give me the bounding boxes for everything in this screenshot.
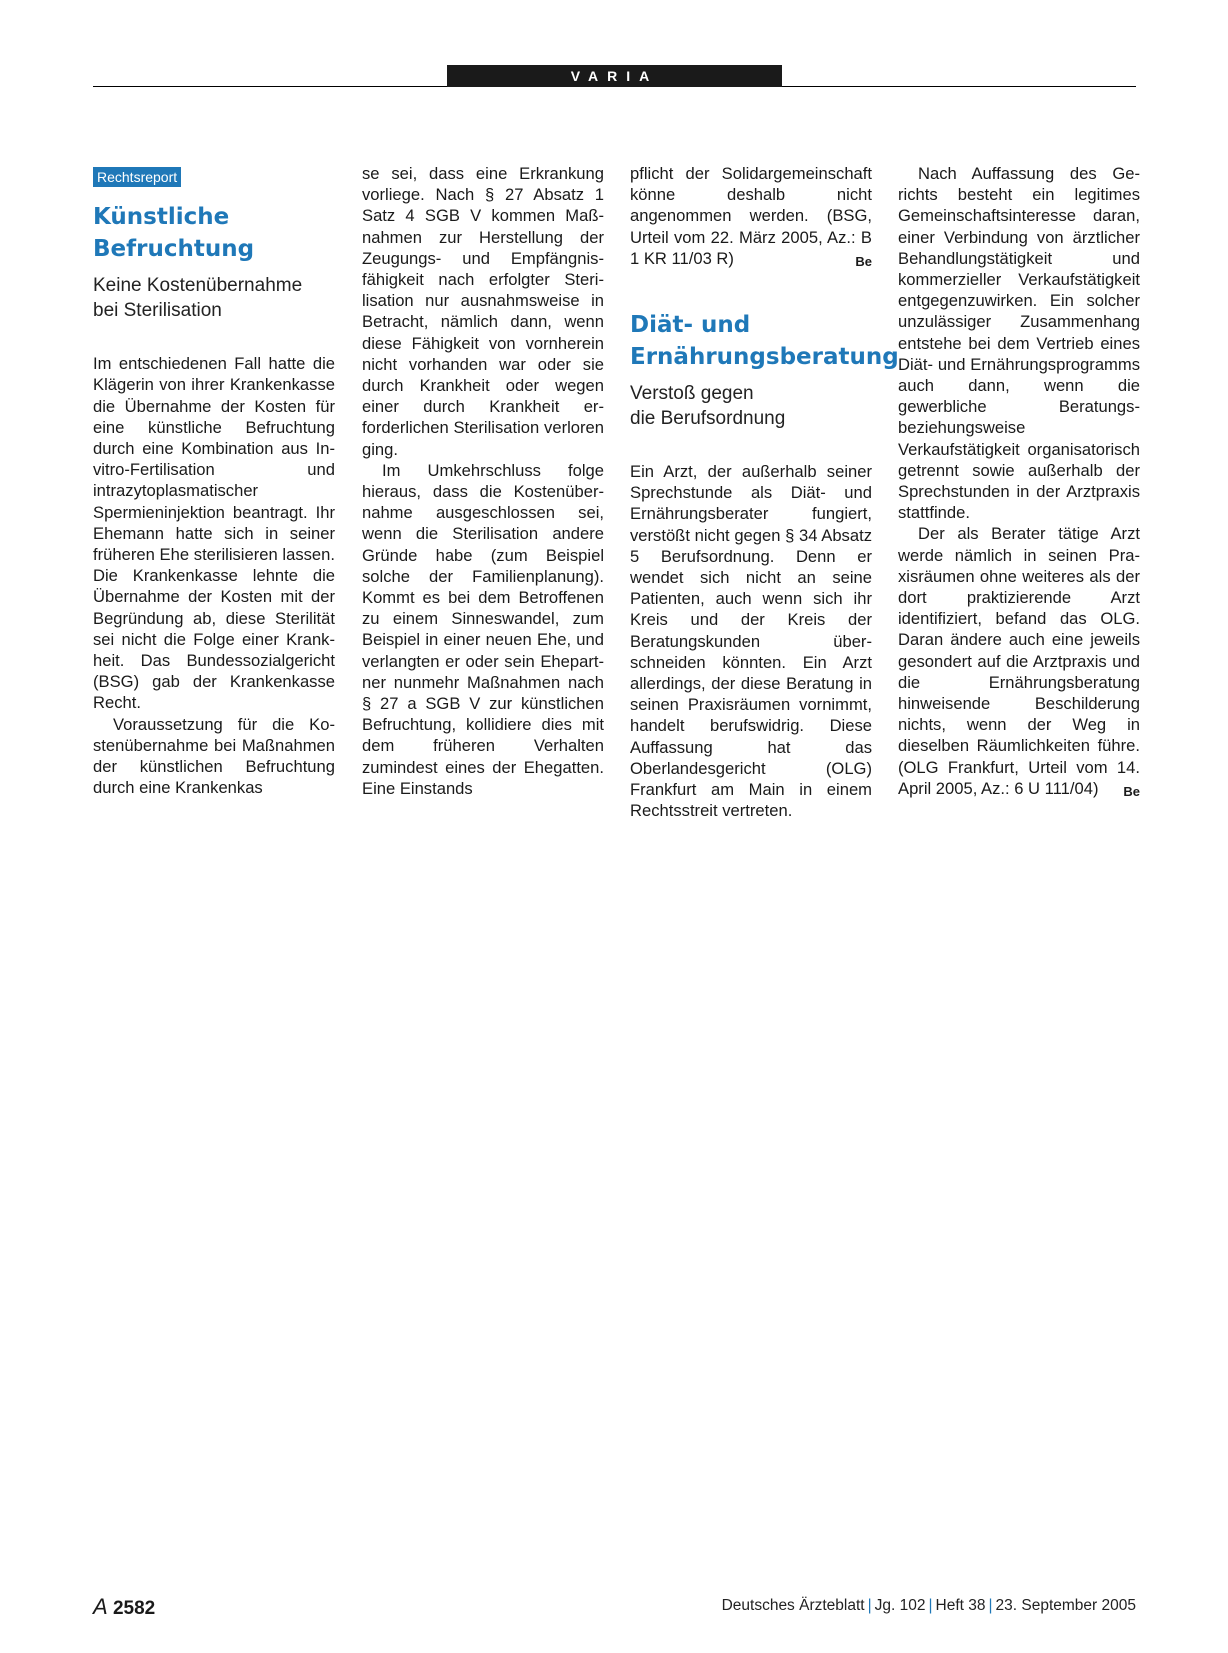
separator: | (867, 1597, 872, 1614)
article2-paragraph-1: Ein Arzt, der außerhalb seiner Sprechstunde als Diät- und Ernährungsberater fungiert, verstößt nicht gegen § 34 Absatz 5 Berufsordnung. Denn er wendet sich nicht an seine Patienten, auch wenn sich ihr Kreis und der Kreis der Beratungskunden überschneiden könnten. Ein Arzt allerdings, der diese Beratung in seinen Praxisräumen vornimmt, handelt berufswidrig. Diese Auffassung hat das Oberlandesgericht (OLG) Frankfurt am Main in einem Rechtsstreit vertreten. (630, 462, 872, 821)
article1-paragraph-2-part-a: Voraussetzung für die Kostenübernahme bei Maßnahmen der künstlichen Befruchtung durch eine Krankenkas (93, 714, 335, 798)
article2-subtitle: Verstoß gegen die Berufsordnung (630, 383, 786, 430)
journal-date: 23. September 2005 (995, 1597, 1136, 1614)
column-4 (898, 163, 1140, 802)
separator: | (988, 1597, 993, 1614)
article1-title: Künstliche Befruchtung (93, 204, 255, 263)
rubric-tag: Rechtsreport (93, 167, 181, 187)
section-header: VARIA (447, 65, 782, 87)
page-number-value: 2582 (112, 1598, 156, 1619)
article2-paragraph-2: Nach Auffassung des Gerichts besteht ein legitimes Gemeinschaftsinteresse daran, einer Verbindung von ärztlicher Behandlungstätigkeit und kommerzieller Verkaufstätigkeit entgegenzuwirken. Ein solcher unzulässiger Zusammenhang entstehe bei dem Vertrieb eines Diät- und Ernährungsprogramms auch dann, wenn die gewerbliche Beratungs- beziehungsweise Verkaufstätigkeit organisatorisch getrennt sowie außerhalb der Sprechstunden in der Arztpraxis stattfinde. (898, 164, 1140, 523)
article2-signature: Be (1123, 783, 1140, 799)
article1-signature: Be (855, 253, 872, 269)
article1-paragraph-3-part-a: Im Umkehrschluss folge hieraus, dass die Kostenübernahme ausgeschlossen sei, wenn die Sterilisation andere Gründe habe (zum Beispiel solche der Familienplanung). Kommt es bei dem Betroffenen zu einem Sinneswandel, zum Beispiel in einer neuen Ehe, und verlangten er oder sein Ehepartner nunmehr Maßnahmen nach § 27 a SGB V zur künstlichen Befruchtung, kollidiere dies mit dem früheren Verhalten zumindest eines der Ehegatten. Eine Einstands (362, 460, 604, 798)
journal-issue: Heft 38 (935, 1597, 986, 1614)
article1-paragraph-2-part-b: se sei, dass eine Erkrankung vorliege. Nach § 27 Absatz 1 Satz 4 SGB V kommen Maßnahmen zur Herstellung der Zeugungs- und Empfängnisfähigkeit nach erfolgter Sterilisation nur ausnahmsweise in Betracht, nämlich dann, wenn diese Fähigkeit von vornherein nicht vorhanden war oder sie durch Krankheit oder wegen einer durch Krankheit erforderlichen Sterilisation verloren ging. (362, 164, 604, 459)
journal-info (722, 1597, 1136, 1615)
page-number (93, 1594, 155, 1620)
article2-paragraph-3 (898, 523, 1140, 799)
article1-subtitle: Keine Kostenübernahme bei Sterilisation (93, 275, 303, 322)
article2-paragraph-3-text: Der als Berater tätige Arzt werde nämlich in seinen Praxisräumen ohne weiteres als der dort praktizierende Arzt identifiziert, befand das OLG. Daran ändere auch eine jeweils gesondert auf die Arztpraxis und die Ernährungsberatung hinweisende Beschilderung nichts, wenn der Weg in dieselben Räumlichkeiten führe. (OLG Frankfurt, Urteil vom 14. April 2005, Az.: 6 U 111/04) (898, 524, 1140, 798)
column-3 (630, 163, 899, 821)
article2-title: Diät- und Ernährungsberatung (630, 312, 899, 371)
article1-paragraph-1-part-a: Im entschiedenen Fall hatte die Klägerin von ihrer Krankenkasse die Übernahme der Kosten für eine künstliche Befruchtung durch eine Kombination aus In-vitro-Fertilisation und intrazytoplasmatischer Spermieninjektion beantragt. Ihr Ehemann hatte sich in seiner früheren Ehe sterilisieren lassen. Die Krankenkasse lehnte die Übernahme der Kosten mit der Begründung ab, diese Sterilität sei nicht die Folge einer Krankheit. Das Bundessozialgericht (BSG) gab der Krankenkasse Recht. (93, 354, 335, 713)
journal-volume: Jg. 102 (874, 1597, 926, 1614)
separator: | (928, 1597, 933, 1614)
page-prefix: A (93, 1594, 108, 1619)
column-1 (93, 163, 335, 798)
article1-paragraph-3-part-b: pflicht der Solidargemeinschaft könne deshalb nicht angenommen werden. (BSG, Urteil vom 22. März 2005, Az.: B 1 KR 11/03 R) Be (630, 163, 872, 269)
column-2 (362, 163, 604, 799)
journal-name: Deutsches Ärzteblatt (721, 1597, 865, 1614)
